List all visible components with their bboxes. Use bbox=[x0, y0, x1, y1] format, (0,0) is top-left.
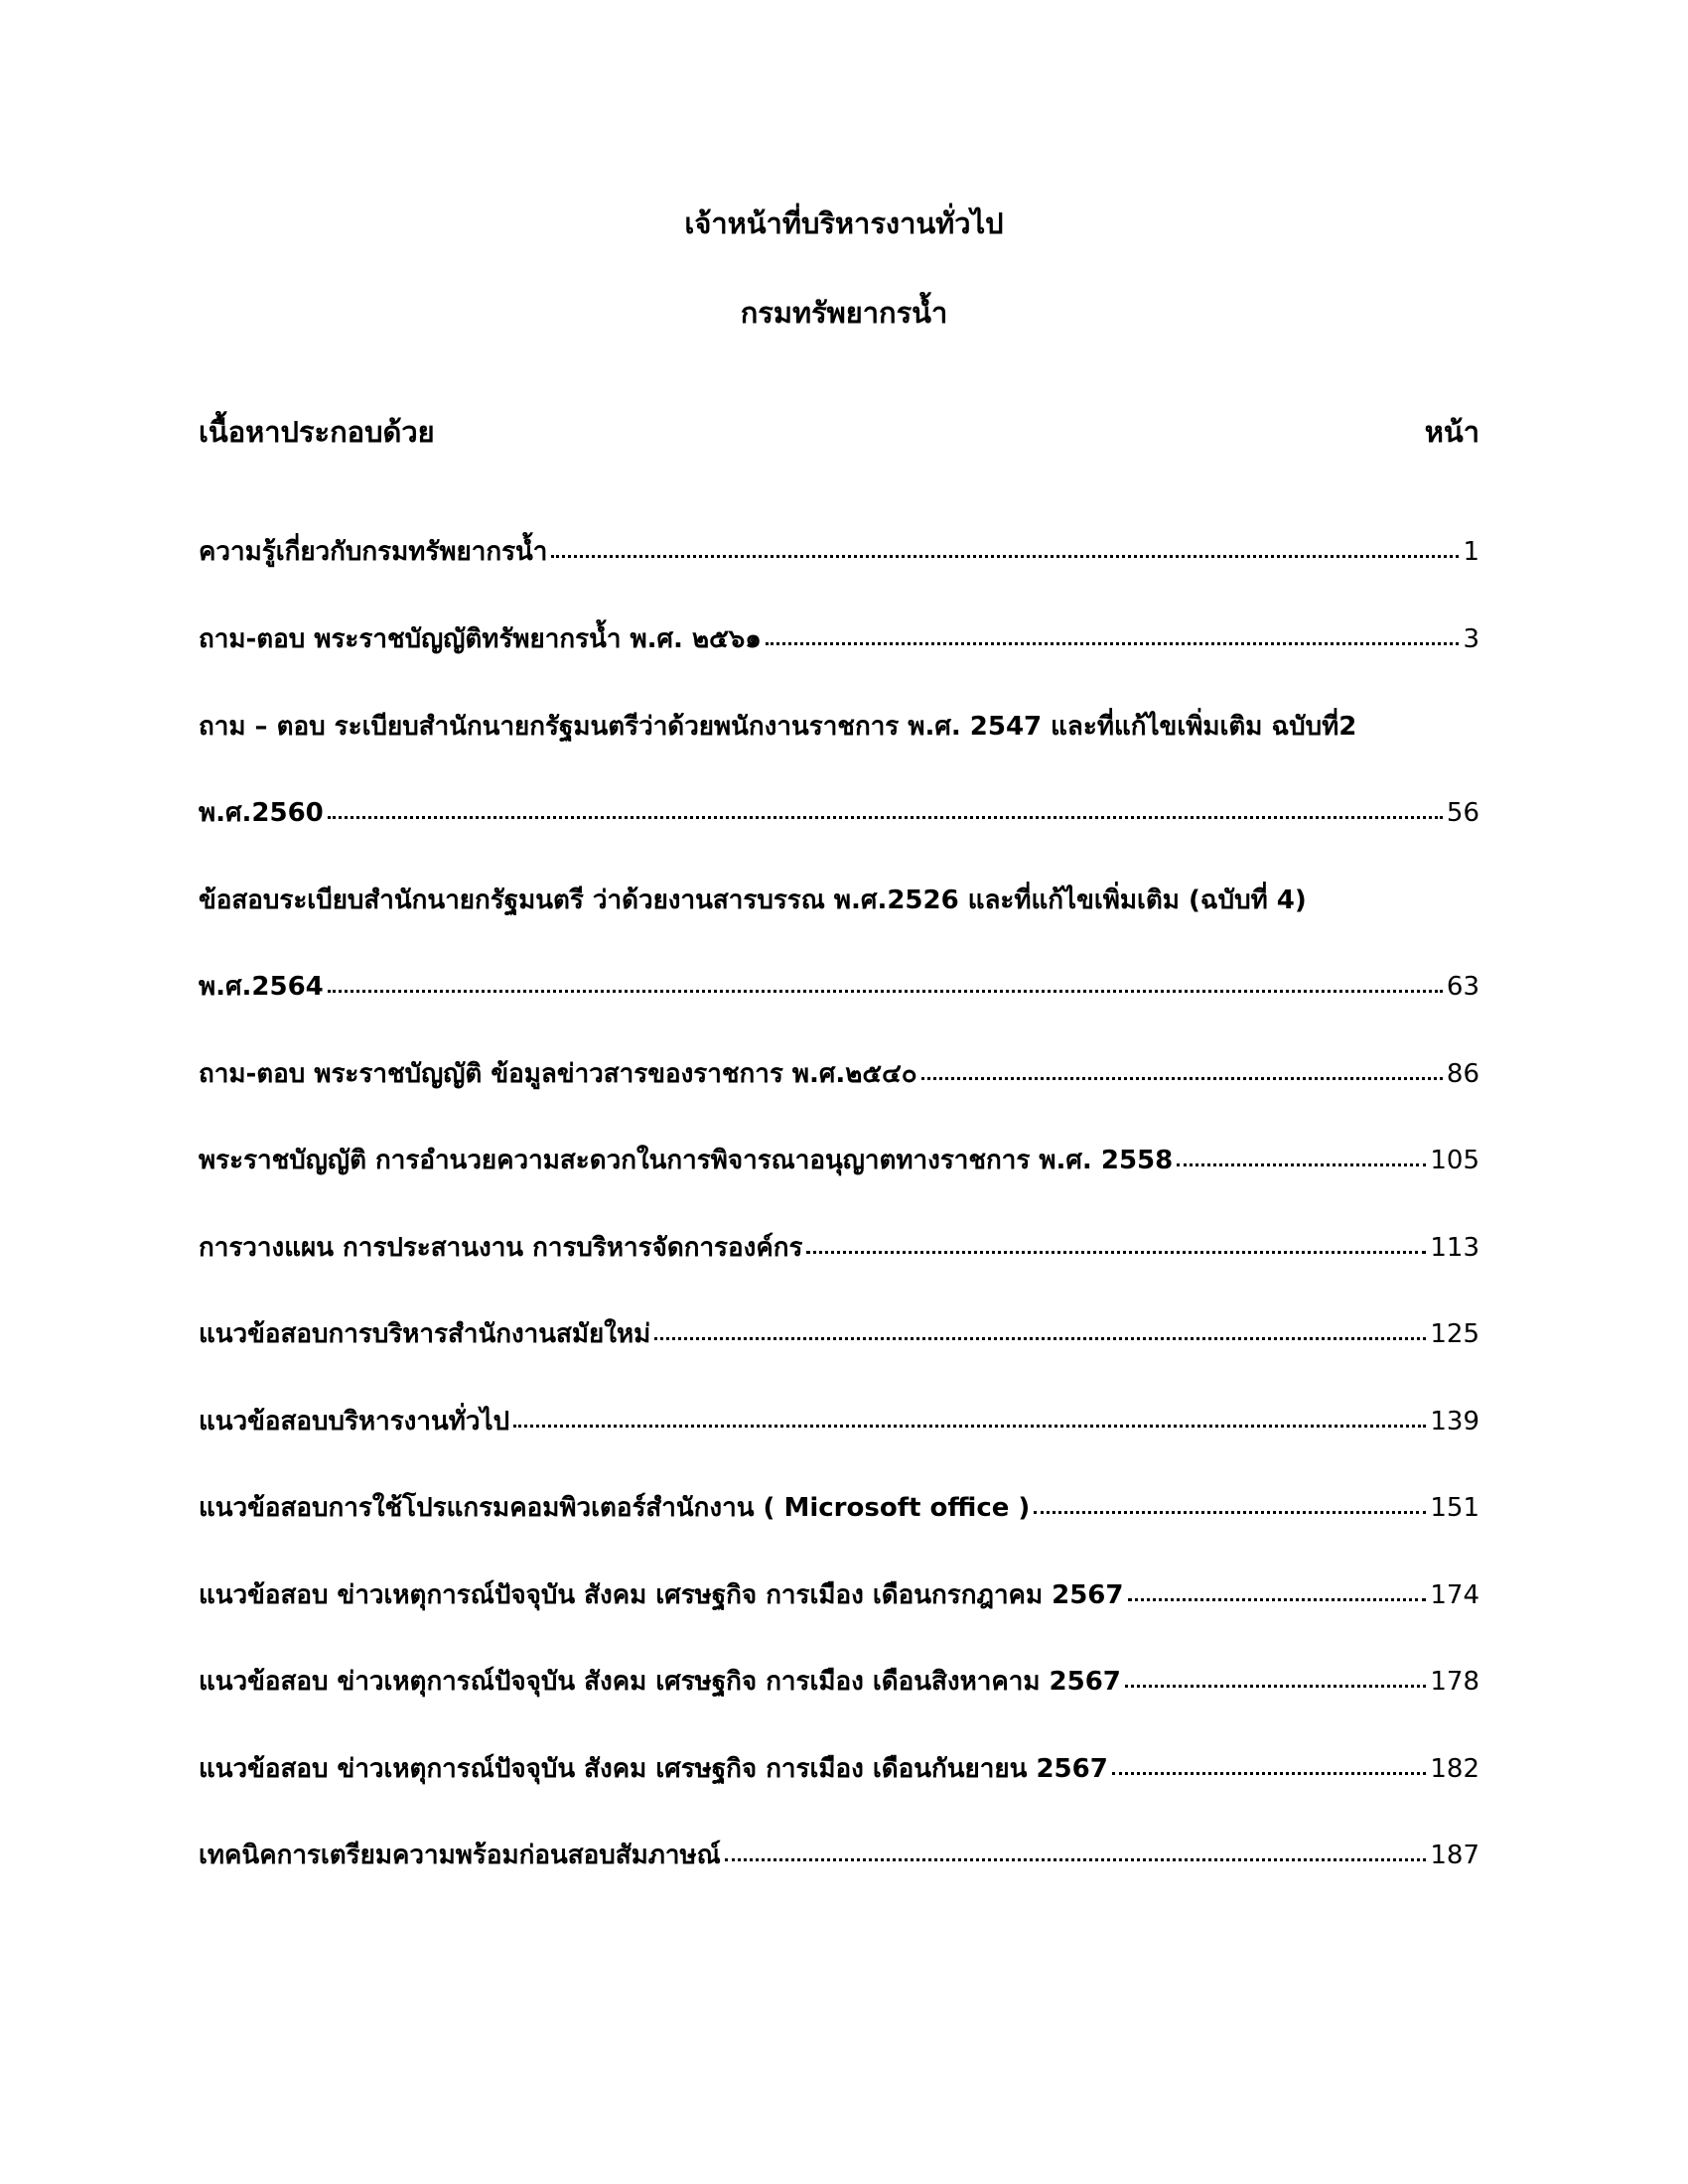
toc-entry[interactable] bbox=[199, 966, 1479, 1007]
toc-entry-title: พ.ศ.2564 bbox=[199, 972, 324, 1002]
toc-entry-title: การวางแผน การประสานงาน การบริหารจัดการองค์กร bbox=[199, 1233, 803, 1263]
toc-entry-title: แนวข้อสอบการบริหารสำนักงานสมัยใหม่ bbox=[199, 1319, 651, 1349]
toc-entry-page: 1 bbox=[1463, 537, 1479, 567]
toc-entry[interactable] bbox=[199, 706, 1479, 747]
toc-leader-dots bbox=[654, 1337, 1426, 1340]
toc-entry-page: 86 bbox=[1446, 1059, 1479, 1089]
toc-entry[interactable] bbox=[199, 1748, 1479, 1789]
toc-leader-dots bbox=[551, 555, 1459, 558]
toc-entry[interactable] bbox=[199, 792, 1479, 833]
toc-header bbox=[199, 409, 1479, 455]
toc-entry-page: 182 bbox=[1430, 1754, 1479, 1784]
toc-leader-dots bbox=[328, 990, 1443, 993]
toc-entry-title: ถาม – ตอบ ระเบียบสำนักนายกรัฐมนตรีว่าด้วยพนักงานราชการ พ.ศ. 2547 และที่แก้ไขเพิ่มเติม ฉบับที่2 bbox=[199, 712, 1357, 742]
toc-entry[interactable] bbox=[199, 1661, 1479, 1702]
toc-leader-dots bbox=[766, 642, 1460, 645]
toc-entry-title: ความรู้เกี่ยวกับกรมทรัพยากรน้ำ bbox=[199, 537, 548, 567]
toc-entry-page: 63 bbox=[1446, 972, 1479, 1002]
toc-leader-dots bbox=[921, 1077, 1443, 1080]
toc-entry-title: แนวข้อสอบ ข่าวเหตุการณ์ปัจจุบัน สังคม เศรษฐกิจ การเมือง เดือนสิงหาคาม 2567 bbox=[199, 1667, 1121, 1697]
toc-entry-title: พระราชบัญญัติ การอำนวยความสะดวกในการพิจารณาอนุญาตทางราชการ พ.ศ. 2558 bbox=[199, 1146, 1174, 1175]
toc-entry-title: ข้อสอบระเบียบสำนักนายกรัฐมนตรี ว่าด้วยงานสารบรรณ พ.ศ.2526 และที่แก้ไขเพิ่มเติม (ฉบับที่ 4) bbox=[199, 886, 1307, 915]
toc-entry[interactable] bbox=[199, 1227, 1479, 1268]
toc-entry-title: แนวข้อสอบ ข่าวเหตุการณ์ปัจจุบัน สังคม เศรษฐกิจ การเมือง เดือนกรกฎาคม 2567 bbox=[199, 1580, 1124, 1610]
toc-leader-dots bbox=[806, 1251, 1426, 1254]
page-title: เจ้าหน้าที่บริหารงานทั่วไป bbox=[684, 206, 1004, 240]
toc-leader-dots bbox=[725, 1858, 1427, 1861]
toc-leader-dots bbox=[1128, 1598, 1427, 1601]
toc-entry-page: 125 bbox=[1430, 1319, 1479, 1349]
toc-entry-page: 151 bbox=[1430, 1493, 1479, 1523]
toc-entry-page: 139 bbox=[1430, 1407, 1479, 1436]
toc-entry-page: 174 bbox=[1430, 1580, 1479, 1610]
toc-entry-page: 3 bbox=[1463, 624, 1479, 654]
toc-entry-page: 187 bbox=[1430, 1841, 1479, 1870]
toc-entry-title: แนวข้อสอบบริหารงานทั่วไป bbox=[199, 1407, 510, 1436]
toc-leader-dots bbox=[1125, 1685, 1426, 1688]
toc-entry-title: ถาม-ตอบ พระราชบัญญัติทรัพยากรน้ำ พ.ศ. ๒๕๖๑ bbox=[199, 624, 762, 654]
toc-entry-page: 113 bbox=[1430, 1233, 1479, 1263]
toc-leader-dots bbox=[1177, 1163, 1426, 1166]
toc-entry-title: เทคนิคการเตรียมความพร้อมก่อนสอบสัมภาษณ์ bbox=[199, 1841, 721, 1870]
toc-leader-dots bbox=[1112, 1772, 1427, 1775]
toc-entry[interactable] bbox=[199, 1140, 1479, 1180]
toc-entry-title: แนวข้อสอบ ข่าวเหตุการณ์ปัจจุบัน สังคม เศรษฐกิจ การเมือง เดือนกันยายน 2567 bbox=[199, 1754, 1108, 1784]
toc-leader-dots bbox=[328, 816, 1443, 819]
page-subtitle: กรมทรัพยากรน้ำ bbox=[740, 296, 948, 330]
toc-page-label: หน้า bbox=[1424, 415, 1479, 449]
toc-entry-page: 178 bbox=[1430, 1667, 1479, 1697]
toc-entry[interactable] bbox=[199, 1835, 1479, 1875]
toc-entry-page: 105 bbox=[1430, 1146, 1479, 1175]
toc-entry[interactable] bbox=[199, 1313, 1479, 1354]
toc-leader-dots bbox=[1034, 1511, 1426, 1514]
toc-entry[interactable] bbox=[199, 1401, 1479, 1441]
toc-entry[interactable] bbox=[199, 531, 1479, 572]
toc-entry[interactable] bbox=[199, 1053, 1479, 1094]
toc-leader-dots bbox=[513, 1425, 1426, 1428]
toc-entry-title: ถาม-ตอบ พระราชบัญญัติ ข้อมูลข่าวสารของราชการ พ.ศ.๒๕๔๐ bbox=[199, 1059, 917, 1089]
toc-entry-page: 56 bbox=[1446, 798, 1479, 828]
toc-entry[interactable] bbox=[199, 1487, 1479, 1528]
toc-entry[interactable] bbox=[199, 618, 1479, 659]
toc-entry[interactable] bbox=[199, 1574, 1479, 1615]
toc-contents-label: เนื้อหาประกอบด้วย bbox=[199, 415, 435, 449]
toc-entry[interactable] bbox=[199, 880, 1479, 920]
toc-entry-title: แนวข้อสอบการใช้โปรแกรมคอมพิวเตอร์สำนักงาน ( Microsoft office ) bbox=[199, 1493, 1031, 1523]
toc-entry-title: พ.ศ.2560 bbox=[199, 798, 324, 828]
